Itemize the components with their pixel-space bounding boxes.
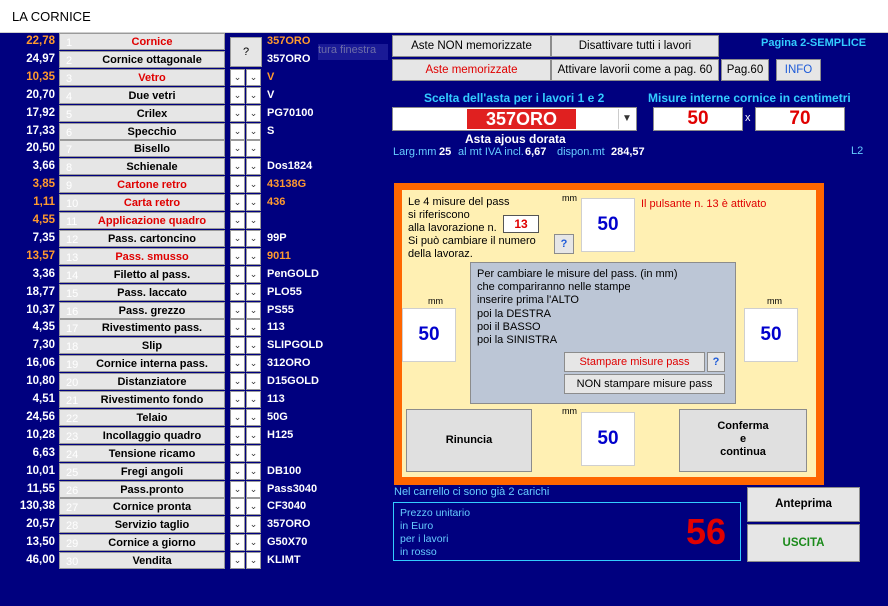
work-button[interactable] [59, 248, 225, 265]
work-button-label: Due vetri [128, 89, 176, 102]
chevron-down-icon[interactable]: ⌄ [246, 445, 261, 462]
chevron-down-icon[interactable]: ⌄ [246, 302, 261, 319]
list-item [0, 319, 320, 337]
list-item [0, 176, 320, 194]
work-button[interactable] [59, 51, 225, 68]
info-line-4: poi la DESTRA [477, 307, 551, 320]
work-button-label: Pass. laccato [117, 286, 187, 299]
times-sign: x [745, 112, 751, 124]
list-item [0, 105, 320, 123]
row-number: 26 [66, 484, 79, 497]
row-price: 4,51 [32, 393, 55, 405]
row-price: 4,55 [32, 214, 55, 226]
chevron-down-icon[interactable]: ⌄ [230, 140, 245, 157]
row-price: 3,36 [32, 267, 55, 280]
chevron-down-icon[interactable]: ⌄ [246, 319, 261, 336]
work-button-label: Bisello [133, 143, 171, 156]
row-price: 1,11 [33, 196, 55, 209]
row-number: 13 [66, 251, 79, 264]
row-code: DB100 [267, 464, 302, 477]
pass-top-input[interactable]: 50 [581, 198, 635, 252]
asta-selected-value: 357ORO [467, 109, 576, 129]
list-item [0, 373, 320, 391]
list-item [0, 212, 320, 230]
page-label: Pagina 2-SEMPLICE [761, 37, 867, 49]
chevron-down-icon[interactable]: ⌄ [230, 552, 245, 569]
info-line-1: Per cambiare le misure del pass. (in mm) [477, 268, 678, 280]
chevron-down-icon[interactable]: ⌄ [230, 194, 245, 211]
work-button-label: Schienale [126, 161, 178, 174]
row-price: 17,33 [26, 124, 55, 137]
list-item [0, 266, 320, 284]
row-price: 17,92 [26, 106, 55, 119]
row-number: 19 [66, 359, 79, 372]
larg-value: 25 [439, 146, 452, 158]
row-number: 9 [66, 180, 73, 193]
row-number: 14 [66, 269, 79, 282]
row-code: Pass3040 [267, 482, 318, 495]
list-item [0, 355, 320, 373]
chevron-down-icon[interactable]: ⌄ [246, 230, 261, 247]
chevron-down-icon[interactable]: ⌄ [230, 355, 245, 372]
pass-intro-3: alla lavorazione n. [408, 222, 497, 234]
row-number: 21 [66, 395, 79, 407]
work-button[interactable] [59, 230, 225, 247]
chevron-down-icon[interactable]: ⌄ [230, 498, 245, 515]
row-number: 2 [66, 54, 73, 67]
window-title: LA CORNICE [12, 9, 91, 24]
work-button[interactable] [59, 516, 225, 533]
work-button-label: Cornice a giorno [108, 537, 196, 550]
work-button-label: Fregi angoli [120, 465, 184, 478]
chevron-down-icon[interactable]: ⌄ [246, 248, 261, 265]
list-item [0, 140, 320, 158]
row-price: 3,66 [32, 160, 55, 173]
work-button-label: Incollaggio quadro [102, 429, 202, 442]
pass-right-input[interactable]: 50 [744, 308, 798, 362]
work-button-label: Filetto al pass. [113, 268, 191, 281]
title-bar [0, 0, 888, 33]
pulsante-status: Il pulsante n. 13 è attivato [641, 198, 767, 210]
mm-left: mm [428, 296, 443, 306]
chevron-down-icon[interactable]: ⌄ [246, 355, 261, 372]
aste-memorizzate-button[interactable]: Aste memorizzate [392, 59, 551, 81]
work-button[interactable] [59, 140, 225, 157]
larg-label: Larg.mm [393, 146, 437, 158]
chevron-down-icon[interactable]: ⌄ [246, 534, 261, 551]
chevron-down-icon[interactable]: ⌄ [230, 481, 245, 498]
work-button[interactable] [59, 194, 225, 211]
row-number: 17 [66, 323, 79, 336]
row-code: CF3040 [267, 500, 307, 513]
chevron-down-icon[interactable]: ⌄ [230, 391, 245, 408]
work-button[interactable] [59, 212, 225, 229]
non-stampare-misure-button[interactable]: NON stampare misure pass [564, 374, 725, 394]
row-price: 6,63 [32, 446, 55, 459]
work-button[interactable] [59, 302, 225, 319]
row-code: D15GOLD [267, 375, 319, 388]
l2-label: L2 [851, 145, 864, 157]
dispon-label: dispon.mt [557, 146, 605, 158]
work-button-label: Specchio [127, 125, 177, 138]
row-number: 8 [66, 162, 73, 175]
row-price: 3,85 [32, 178, 55, 191]
work-button[interactable] [59, 355, 225, 372]
row-price: 11,55 [26, 482, 55, 495]
work-button[interactable] [59, 284, 225, 301]
anteprima-button[interactable]: Anteprima [747, 487, 860, 522]
list-item [0, 463, 320, 481]
list-item [0, 51, 320, 69]
info-line-2: che compariranno nelle stampe [477, 281, 631, 294]
row-code: 357ORO [267, 52, 311, 65]
chevron-down-icon[interactable]: ⌄ [246, 176, 261, 193]
row-code: PS55 [267, 303, 294, 316]
row-code: 113 [267, 393, 285, 405]
work-button-label: Crilex [136, 107, 168, 120]
row-code: 436 [267, 196, 286, 209]
work-button-label: Vendita [132, 555, 172, 568]
uscita-button[interactable]: USCITA [747, 524, 860, 562]
chevron-down-icon[interactable]: ⌄ [246, 427, 261, 444]
row-code: PLO55 [267, 285, 302, 298]
chevron-down-icon[interactable]: ⌄ [246, 284, 261, 301]
chevron-down-icon[interactable]: ⌄ [230, 212, 245, 229]
list-item [0, 427, 320, 445]
attivare-lavori-button[interactable]: Attivare lavorii come a pag. 60 [551, 59, 719, 81]
list-item [0, 534, 320, 552]
info-line-3: inserire prima l'ALTO [477, 294, 579, 307]
work-button-label: Cornice interna pass. [96, 358, 208, 371]
work-button-label: Vetro [138, 71, 166, 84]
work-button-label: Servizio taglio [114, 519, 190, 532]
list-item [0, 481, 320, 499]
prezzo-line-1: Prezzo unitario [400, 507, 471, 519]
work-button-label: Tensione ricamo [108, 447, 196, 460]
chevron-down-icon[interactable]: ⌄ [230, 158, 245, 175]
work-button[interactable] [59, 463, 225, 480]
row-number: 7 [66, 144, 73, 157]
chevron-down-icon[interactable]: ⌄ [246, 481, 261, 498]
row-number: 16 [66, 305, 79, 318]
row-code: SLIPGOLD [267, 339, 324, 352]
chevron-down-icon[interactable]: ⌄ [230, 266, 245, 283]
chevron-down-icon[interactable]: ▼ [618, 109, 635, 129]
row-number: 3 [66, 72, 73, 85]
chevron-down-icon[interactable]: ⌄ [230, 123, 245, 140]
prezzo-line-3: per i lavori [400, 533, 449, 545]
list-item [0, 158, 320, 176]
chevron-down-icon[interactable]: ⌄ [246, 373, 261, 390]
mm-bottom: mm [562, 406, 577, 416]
row-price: 7,30 [32, 339, 55, 352]
list-item [0, 552, 320, 570]
chevron-down-icon[interactable]: ⌄ [230, 284, 245, 301]
asta-title: Scelta dell'asta per i lavori 1 e 2 [424, 91, 605, 105]
work-button-label: Pass. cartoncino [107, 232, 197, 245]
chevron-down-icon[interactable]: ⌄ [230, 302, 245, 319]
list-item [0, 516, 320, 534]
chevron-down-icon[interactable]: ⌄ [230, 534, 245, 551]
pass-help-button[interactable]: ? [554, 234, 574, 254]
work-button[interactable] [59, 158, 225, 175]
row-code: G50X70 [267, 536, 308, 549]
work-button[interactable] [59, 552, 225, 569]
row-code: 312ORO [267, 357, 311, 370]
work-button[interactable] [59, 87, 225, 104]
row-code: 99P [267, 231, 287, 244]
work-button[interactable] [59, 105, 225, 122]
row-price: 16,06 [26, 357, 55, 370]
work-button-label: Pass. grezzo [118, 304, 186, 317]
rinuncia-button[interactable]: Rinuncia [406, 409, 532, 472]
conferma-line-1: Conferma [717, 420, 769, 432]
row-price: 46,00 [26, 554, 55, 567]
row-number: 15 [66, 287, 79, 300]
work-button[interactable] [59, 481, 225, 498]
chevron-down-icon[interactable]: ⌄ [246, 194, 261, 211]
row-code: V [267, 70, 275, 83]
row-price: 20,70 [26, 88, 55, 101]
work-button-label: Slip [141, 340, 163, 353]
chevron-down-icon[interactable]: ⌄ [230, 337, 245, 354]
row-number: 27 [66, 502, 79, 515]
work-button[interactable] [59, 373, 225, 390]
chevron-down-icon[interactable]: ⌄ [230, 373, 245, 390]
work-button-label: Telaio [136, 411, 168, 424]
chevron-down-icon[interactable]: ⌄ [230, 230, 245, 247]
work-button[interactable] [59, 337, 225, 354]
misure-title: Misure interne cornice in centimetri [648, 91, 851, 105]
pass-intro-5: della lavoraz. [408, 248, 473, 260]
stampare-help-button[interactable]: ? [707, 352, 725, 372]
work-button[interactable] [59, 534, 225, 551]
list-item [0, 69, 320, 87]
row-price: 24,56 [26, 410, 55, 423]
dispon-value: 284,57 [611, 146, 645, 158]
row-price: 20,50 [26, 142, 55, 155]
work-button[interactable] [59, 176, 225, 193]
aste-non-memorizzate-button[interactable]: Aste NON memorizzate [392, 35, 551, 57]
chevron-down-icon[interactable]: ⌄ [246, 158, 261, 175]
row-number: 24 [66, 448, 79, 461]
chevron-down-icon[interactable]: ⌄ [246, 105, 261, 122]
work-button[interactable] [59, 319, 225, 336]
ghost-caption: tura finestra [318, 44, 388, 60]
list-item [0, 33, 320, 51]
chevron-down-icon[interactable]: ⌄ [230, 69, 245, 86]
chevron-down-icon[interactable]: ⌄ [230, 463, 245, 480]
row-number: 11 [66, 216, 78, 228]
work-button-label: Distanziatore [117, 376, 187, 389]
work-button-label: Cornice ottagonale [102, 53, 202, 66]
work-button-label: Cornice [131, 36, 173, 48]
list-item [0, 284, 320, 302]
conferma-button[interactable] [679, 409, 807, 472]
row-price: 7,35 [32, 231, 55, 244]
mm-top: mm [562, 193, 577, 203]
work-button-label: Pass. smusso [115, 250, 189, 263]
row-price: 10,37 [26, 303, 55, 316]
list-item [0, 123, 320, 141]
row-code: 50G [267, 410, 288, 423]
pass-left-input[interactable]: 50 [402, 308, 456, 362]
chevron-down-icon[interactable]: ⌄ [246, 516, 261, 533]
chevron-down-icon[interactable]: ⌄ [246, 212, 261, 229]
row-number: 20 [66, 377, 79, 390]
chevron-down-icon[interactable]: ⌄ [230, 248, 245, 265]
list-item [0, 498, 320, 516]
work-button-label: Applicazione quadro [97, 215, 207, 227]
work-button[interactable] [59, 123, 225, 140]
chevron-down-icon[interactable]: ⌄ [246, 498, 261, 515]
chevron-down-icon[interactable]: ⌄ [246, 87, 261, 104]
list-item [0, 445, 320, 463]
work-button[interactable] [59, 445, 225, 462]
row-number: 1 [66, 37, 73, 49]
carrello-status: Nel carrello ci sono già 2 carichi [394, 486, 550, 498]
help-button[interactable]: ? [230, 37, 262, 67]
row-code: 113 [267, 321, 285, 334]
chevron-down-icon[interactable]: ⌄ [246, 463, 261, 480]
list-item [0, 87, 320, 105]
pass-intro-2: si riferiscono [408, 209, 470, 221]
row-number: 28 [66, 520, 79, 533]
list-item [0, 194, 320, 212]
iva-label: al mt IVA incl. [458, 146, 524, 158]
row-code: PG70100 [267, 106, 314, 119]
row-price: 4,35 [32, 321, 55, 334]
prezzo-line-2: in Euro [400, 520, 434, 532]
pass-intro-4: Si può cambiare il numero [408, 235, 536, 247]
row-number: 25 [66, 466, 79, 479]
list-item [0, 337, 324, 355]
chevron-down-icon[interactable]: ⌄ [230, 319, 245, 336]
row-code: 357ORO [267, 35, 311, 47]
row-number: 12 [66, 233, 79, 246]
chevron-down-icon[interactable]: ⌄ [230, 445, 245, 462]
chevron-down-icon[interactable]: ⌄ [246, 123, 261, 140]
row-code: 357ORO [267, 518, 311, 531]
row-code: H125 [267, 428, 294, 441]
row-price: 18,77 [26, 285, 55, 298]
row-code: Dos1824 [267, 160, 313, 173]
work-button[interactable] [59, 409, 225, 426]
row-price: 10,80 [26, 375, 55, 388]
info-line-5: poi il BASSO [477, 320, 541, 333]
info-line-6: poi la SINISTRA [477, 334, 558, 347]
row-number: 4 [66, 90, 73, 103]
row-price: 10,01 [26, 464, 55, 477]
chevron-down-icon[interactable]: ⌄ [246, 140, 261, 157]
unit-price: 56 [686, 511, 727, 552]
work-button[interactable] [59, 33, 225, 50]
asta-name: Asta ajous dorata [465, 132, 566, 146]
chevron-down-icon[interactable]: ⌄ [230, 87, 245, 104]
width-input[interactable]: 50 [653, 107, 743, 131]
list-item [0, 230, 320, 248]
chevron-down-icon[interactable]: ⌄ [246, 409, 261, 426]
row-number: 23 [66, 430, 79, 443]
list-item [0, 391, 320, 409]
work-button[interactable] [59, 427, 225, 444]
work-button-label: Cartone retro [117, 179, 187, 192]
chevron-down-icon[interactable]: ⌄ [246, 337, 261, 354]
chevron-down-icon[interactable]: ⌄ [230, 516, 245, 533]
list-item [0, 248, 320, 266]
row-price: 20,57 [26, 518, 55, 531]
list-item [0, 409, 320, 427]
chevron-down-icon[interactable]: ⌄ [246, 391, 261, 408]
row-price: 24,97 [26, 52, 55, 65]
work-button[interactable] [59, 498, 225, 515]
work-button-label: Rivestimento fondo [100, 394, 204, 406]
iva-value: 6,67 [525, 146, 547, 158]
stampare-misure-button[interactable]: Stampare misure pass [564, 352, 705, 372]
work-button[interactable] [59, 391, 225, 408]
row-price: 130,38 [19, 500, 55, 513]
row-price: 13,57 [26, 249, 55, 262]
conferma-line-2: e [739, 433, 747, 445]
work-button[interactable] [59, 266, 225, 283]
conferma-line-3: continua [720, 446, 766, 458]
row-code: 9011 [267, 249, 291, 262]
row-price: 22,78 [26, 35, 55, 47]
row-number: 22 [66, 412, 79, 425]
row-price: 10,35 [26, 70, 55, 83]
work-button[interactable] [59, 69, 225, 86]
row-number: 30 [66, 556, 79, 569]
row-number: 5 [66, 108, 73, 121]
chevron-down-icon[interactable]: ⌄ [230, 176, 245, 193]
row-code: KLIMT [267, 554, 301, 567]
row-code: PenGOLD [267, 267, 319, 280]
row-code: V [267, 88, 275, 101]
row-price: 13,50 [26, 536, 55, 549]
prezzo-line-4: in rosso [400, 546, 437, 558]
chevron-down-icon[interactable]: ⌄ [246, 266, 261, 283]
height-input[interactable]: 70 [755, 107, 845, 131]
row-number: 18 [66, 341, 79, 354]
info-button[interactable]: INFO [776, 59, 821, 81]
chevron-down-icon[interactable]: ⌄ [230, 409, 245, 426]
row-number: 10 [66, 198, 79, 211]
pass-bottom-input[interactable]: 50 [581, 412, 635, 466]
work-button-label: Carta retro [123, 197, 181, 210]
work-button-label: Pass.pronto [120, 483, 184, 496]
row-code: 43138G [267, 178, 307, 191]
chevron-down-icon[interactable]: ⌄ [246, 69, 261, 86]
row-number: 6 [66, 126, 73, 139]
pass-intro-1: Le 4 misure del pass [408, 196, 510, 208]
row-code: S [267, 124, 275, 137]
list-item [0, 302, 320, 320]
disattivare-lavori-button[interactable]: Disattivare tutti i lavori [551, 35, 719, 57]
work-button-label: Cornice pronta [112, 501, 192, 514]
work-button-label: Rivestimento pass. [101, 322, 203, 335]
mm-right: mm [767, 296, 782, 306]
pag60-button[interactable]: Pag.60 [721, 59, 769, 81]
lavorazione-number-input[interactable]: 13 [503, 215, 539, 233]
chevron-down-icon[interactable]: ⌄ [230, 105, 245, 122]
row-price: 10,28 [26, 428, 55, 441]
chevron-down-icon[interactable]: ⌄ [230, 427, 245, 444]
chevron-down-icon[interactable]: ⌄ [246, 552, 261, 569]
asta-select[interactable] [392, 107, 637, 131]
row-number: 29 [66, 538, 79, 551]
